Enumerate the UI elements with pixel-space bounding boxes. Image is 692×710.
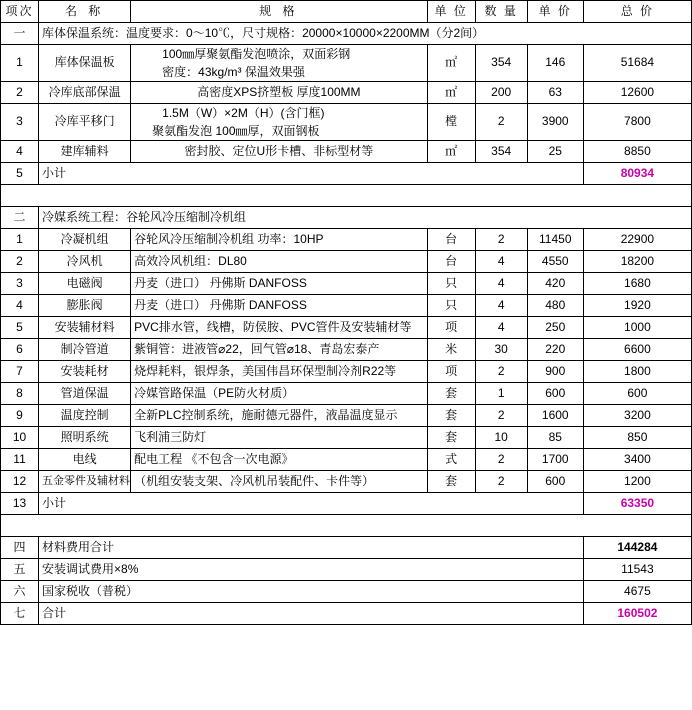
- row-spec: [131, 104, 427, 141]
- table-row: [1, 383, 692, 405]
- row-index: 4: [1, 141, 39, 163]
- summary-total: 160502: [583, 603, 691, 625]
- row-index: 4: [1, 295, 39, 317]
- table-row: [1, 141, 692, 163]
- summary-row: [1, 603, 692, 625]
- row-name: 库体保温板: [39, 45, 131, 82]
- row-index: 2: [1, 82, 39, 104]
- row-spec: 飞利浦三防灯: [131, 427, 427, 449]
- row-qty: 2: [475, 104, 527, 141]
- row-price: 1600: [527, 405, 583, 427]
- row-spec: 高效冷风机组：DL80: [131, 251, 427, 273]
- table-row: [1, 339, 692, 361]
- row-total: 1200: [583, 471, 691, 493]
- row-unit: ㎡: [427, 141, 475, 163]
- section-index: 一: [1, 23, 39, 45]
- section-header-row: [1, 207, 692, 229]
- header-spec: 规 格: [131, 1, 427, 23]
- row-spec: [131, 45, 427, 82]
- row-total: 51684: [583, 45, 691, 82]
- row-spec-line: 100㎜厚聚氨酯发泡喷涂，双面彩钢: [162, 47, 351, 61]
- table-row: [1, 229, 692, 251]
- table-row: [1, 449, 692, 471]
- row-price: 25: [527, 141, 583, 163]
- summary-index: 七: [1, 603, 39, 625]
- row-qty: 4: [475, 251, 527, 273]
- row-unit: 樘: [427, 104, 475, 141]
- summary-row: [1, 537, 692, 559]
- row-name: 冷凝机组: [39, 229, 131, 251]
- row-total: 1000: [583, 317, 691, 339]
- row-price: 4550: [527, 251, 583, 273]
- row-total: 1680: [583, 273, 691, 295]
- section-gap: [1, 185, 692, 207]
- row-qty: 4: [475, 295, 527, 317]
- row-unit: ㎡: [427, 45, 475, 82]
- header-index: 项次: [1, 1, 39, 23]
- summary-label: 安装调试费用×8%: [39, 559, 584, 581]
- table-row: [1, 361, 692, 383]
- row-qty: 1: [475, 383, 527, 405]
- row-spec-line: 1.5M（W）×2M（H）(含门框): [162, 106, 325, 120]
- subtotal-total: 63350: [583, 493, 691, 515]
- row-name: 冷库平移门: [39, 104, 131, 141]
- row-qty: 4: [475, 317, 527, 339]
- row-unit: 套: [427, 471, 475, 493]
- row-unit: 只: [427, 295, 475, 317]
- row-unit: 只: [427, 273, 475, 295]
- row-total: 3400: [583, 449, 691, 471]
- row-name: 安装耗材: [39, 361, 131, 383]
- summary-index: 五: [1, 559, 39, 581]
- row-index: 1: [1, 229, 39, 251]
- row-total: 600: [583, 383, 691, 405]
- row-spec: 紫铜管：进液管⌀22，回气管⌀18、青岛宏泰产: [131, 339, 427, 361]
- row-qty: 4: [475, 273, 527, 295]
- subtotal-index: 5: [1, 163, 39, 185]
- row-spec-line: 密度：43kg/m³ 保温效果强: [162, 65, 305, 79]
- row-total: 1920: [583, 295, 691, 317]
- table-row: [1, 251, 692, 273]
- row-qty: 2: [475, 229, 527, 251]
- row-price: 63: [527, 82, 583, 104]
- row-spec: 烧焊耗料，银焊条，美国伟昌环保型制冷剂R22等: [131, 361, 427, 383]
- row-name: 安装辅材料: [39, 317, 131, 339]
- row-index: 2: [1, 251, 39, 273]
- row-total: 12600: [583, 82, 691, 104]
- section-index: 二: [1, 207, 39, 229]
- row-name: 电线: [39, 449, 131, 471]
- row-index: 3: [1, 104, 39, 141]
- table-row: [1, 295, 692, 317]
- row-price: 900: [527, 361, 583, 383]
- row-index: 1: [1, 45, 39, 82]
- table-row: [1, 471, 692, 493]
- row-index: 11: [1, 449, 39, 471]
- row-qty: 354: [475, 141, 527, 163]
- row-unit: 台: [427, 251, 475, 273]
- row-price: 3900: [527, 104, 583, 141]
- subtotal-label: 小计: [39, 163, 584, 185]
- row-spec: 密封胶、定位U形卡槽、非标型材等: [131, 141, 427, 163]
- row-name: 建库辅料: [39, 141, 131, 163]
- row-price: 250: [527, 317, 583, 339]
- row-spec: 配电工程 《不包含一次电源》: [131, 449, 427, 471]
- summary-label: 国家税收（普税）: [39, 581, 584, 603]
- row-total: 7800: [583, 104, 691, 141]
- row-price: 11450: [527, 229, 583, 251]
- subtotal-label: 小计: [39, 493, 584, 515]
- row-unit: 套: [427, 405, 475, 427]
- row-total: 850: [583, 427, 691, 449]
- row-qty: 200: [475, 82, 527, 104]
- table-row: [1, 82, 692, 104]
- row-spec: 冷媒管路保温（PE防火材质）: [131, 383, 427, 405]
- row-index: 9: [1, 405, 39, 427]
- row-name: 温度控制: [39, 405, 131, 427]
- row-index: 10: [1, 427, 39, 449]
- row-spec-line: 聚氨酯发泡 100㎜厚，双面钢板: [152, 124, 320, 138]
- row-qty: 2: [475, 361, 527, 383]
- row-spec: 丹麦（进口） 丹佛斯 DANFOSS: [131, 295, 427, 317]
- row-total: 18200: [583, 251, 691, 273]
- row-spec: 丹麦（进口） 丹佛斯 DANFOSS: [131, 273, 427, 295]
- table-row: [1, 317, 692, 339]
- row-total: 22900: [583, 229, 691, 251]
- summary-total: 144284: [583, 537, 691, 559]
- subtotal-row: [1, 493, 692, 515]
- row-name: 冷风机: [39, 251, 131, 273]
- row-price: 600: [527, 383, 583, 405]
- row-price: 420: [527, 273, 583, 295]
- header-qty: 数 量: [475, 1, 527, 23]
- row-spec: （机组安装支架、冷风机吊装配件、卡件等）: [131, 471, 427, 493]
- row-price: 600: [527, 471, 583, 493]
- section-title: 冷媒系统工程：谷轮风冷压缩制冷机组: [39, 207, 692, 229]
- header-unit: 单 位: [427, 1, 475, 23]
- row-qty: 2: [475, 405, 527, 427]
- row-spec: PVC排水管，线槽，防侯胺、PVC管件及安装辅材等: [131, 317, 427, 339]
- header-name: 名 称: [39, 1, 131, 23]
- summary-label: 材料费用合计: [39, 537, 584, 559]
- row-price: 480: [527, 295, 583, 317]
- section-header-row: [1, 23, 692, 45]
- summary-total: 4675: [583, 581, 691, 603]
- row-spec: 谷轮风冷压缩制冷机组 功率：10HP: [131, 229, 427, 251]
- row-unit: 台: [427, 229, 475, 251]
- table-row: [1, 104, 692, 141]
- subtotal-index: 13: [1, 493, 39, 515]
- row-price: 85: [527, 427, 583, 449]
- row-total: 6600: [583, 339, 691, 361]
- row-total: 8850: [583, 141, 691, 163]
- row-unit: 式: [427, 449, 475, 471]
- row-qty: 2: [475, 449, 527, 471]
- row-name: 照明系统: [39, 427, 131, 449]
- row-spec: 全新PLC控制系统，施耐德元器件，液晶温度显示: [131, 405, 427, 427]
- row-name: 电磁阀: [39, 273, 131, 295]
- row-unit: 米: [427, 339, 475, 361]
- summary-row: [1, 559, 692, 581]
- row-qty: 30: [475, 339, 527, 361]
- summary-index: 六: [1, 581, 39, 603]
- subtotal-total: 80934: [583, 163, 691, 185]
- summary-index: 四: [1, 537, 39, 559]
- row-qty: 354: [475, 45, 527, 82]
- table-row: [1, 45, 692, 82]
- table-row: [1, 427, 692, 449]
- row-unit: 项: [427, 361, 475, 383]
- row-name: 五金零件及辅材料: [39, 471, 131, 493]
- row-index: 5: [1, 317, 39, 339]
- section-title: 库体保温系统：温度要求：0～10℃，尺寸规格：20000×10000×2200MM（分2间）: [39, 23, 692, 45]
- row-price: 146: [527, 45, 583, 82]
- row-unit: ㎡: [427, 82, 475, 104]
- row-name: 制冷管道: [39, 339, 131, 361]
- row-name: 膨胀阀: [39, 295, 131, 317]
- row-unit: 项: [427, 317, 475, 339]
- row-index: 6: [1, 339, 39, 361]
- row-spec: 高密度XPS挤塑板 厚度100MM: [131, 82, 427, 104]
- table-row: [1, 273, 692, 295]
- row-price: 220: [527, 339, 583, 361]
- table-header-row: [1, 1, 692, 23]
- table-row: [1, 405, 692, 427]
- header-price: 单 价: [527, 1, 583, 23]
- row-qty: 2: [475, 471, 527, 493]
- row-price: 1700: [527, 449, 583, 471]
- summary-total: 11543: [583, 559, 691, 581]
- header-total: 总 价: [583, 1, 691, 23]
- summary-label: 合计: [39, 603, 584, 625]
- section-gap: [1, 515, 692, 537]
- row-name: 冷库底部保温: [39, 82, 131, 104]
- row-total: 1800: [583, 361, 691, 383]
- row-unit: 套: [427, 383, 475, 405]
- row-total: 3200: [583, 405, 691, 427]
- row-index: 8: [1, 383, 39, 405]
- row-index: 7: [1, 361, 39, 383]
- row-unit: 套: [427, 427, 475, 449]
- row-index: 3: [1, 273, 39, 295]
- row-name: 管道保温: [39, 383, 131, 405]
- row-qty: 10: [475, 427, 527, 449]
- subtotal-row: [1, 163, 692, 185]
- summary-row: [1, 581, 692, 603]
- row-index: 12: [1, 471, 39, 493]
